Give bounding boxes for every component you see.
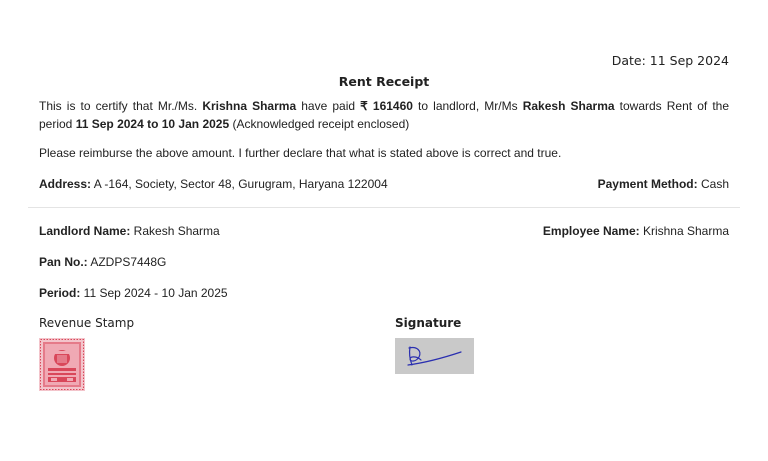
amount-inline: ₹ 161460 [360, 99, 413, 113]
landlord-name-field [39, 224, 220, 238]
receipt-title: Rent Receipt [338, 74, 430, 89]
address-label: Address: [39, 177, 92, 191]
landlord-name-value: Rakesh Sharma [130, 224, 220, 238]
address-field [39, 177, 388, 191]
employee-name-field [543, 224, 729, 238]
employee-name-label: Employee Name: [542, 224, 640, 238]
para-text-5: (Acknowledged receipt enclosed) [229, 117, 410, 131]
signature-label: Signature [395, 316, 462, 330]
payment-method-field [598, 177, 729, 191]
address-payment-row [39, 177, 729, 191]
period-value: 11 Sep 2024 - 10 Jan 2025 [80, 286, 228, 300]
certification-paragraph [39, 97, 729, 133]
declaration-text: Please reimburse the above amount. I further declare that what is stated above is correct and true. [39, 146, 562, 160]
pan-field [39, 255, 166, 269]
para-text-4: towards Rent of the period [39, 99, 730, 131]
pan-value: AZDPS7448G [87, 255, 167, 269]
signature-image [395, 338, 474, 374]
period-inline: 11 Sep 2024 to 10 Jan 2025 [75, 117, 230, 131]
employee-name-value: Krishna Sharma [639, 224, 729, 238]
revenue-stamp-label: Revenue Stamp [39, 316, 135, 330]
employee-name-inline: Krishna Sharma [202, 99, 297, 113]
para-text-1: This is to certify that Mr./Ms. [39, 99, 203, 113]
landlord-name-inline: Rakesh Sharma [522, 99, 615, 113]
revenue-stamp-image [39, 338, 85, 391]
receipt-date: Date: 11 Sep 2024 [611, 53, 729, 68]
payment-method-value: Cash [697, 177, 729, 191]
para-text-3: to landlord, Mr/Ms [412, 99, 523, 113]
period-field [39, 286, 228, 300]
payment-method-label: Payment Method: [597, 177, 698, 191]
landlord-name-label: Landlord Name: [39, 224, 131, 238]
section-divider [28, 207, 740, 208]
names-row [39, 224, 729, 238]
address-value: A -164, Society, Sector 48, Gurugram, Haryana 122004 [91, 177, 388, 191]
para-text-2: have paid [296, 99, 361, 113]
pan-label: Pan No.: [39, 255, 88, 269]
period-label: Period: [39, 286, 81, 300]
